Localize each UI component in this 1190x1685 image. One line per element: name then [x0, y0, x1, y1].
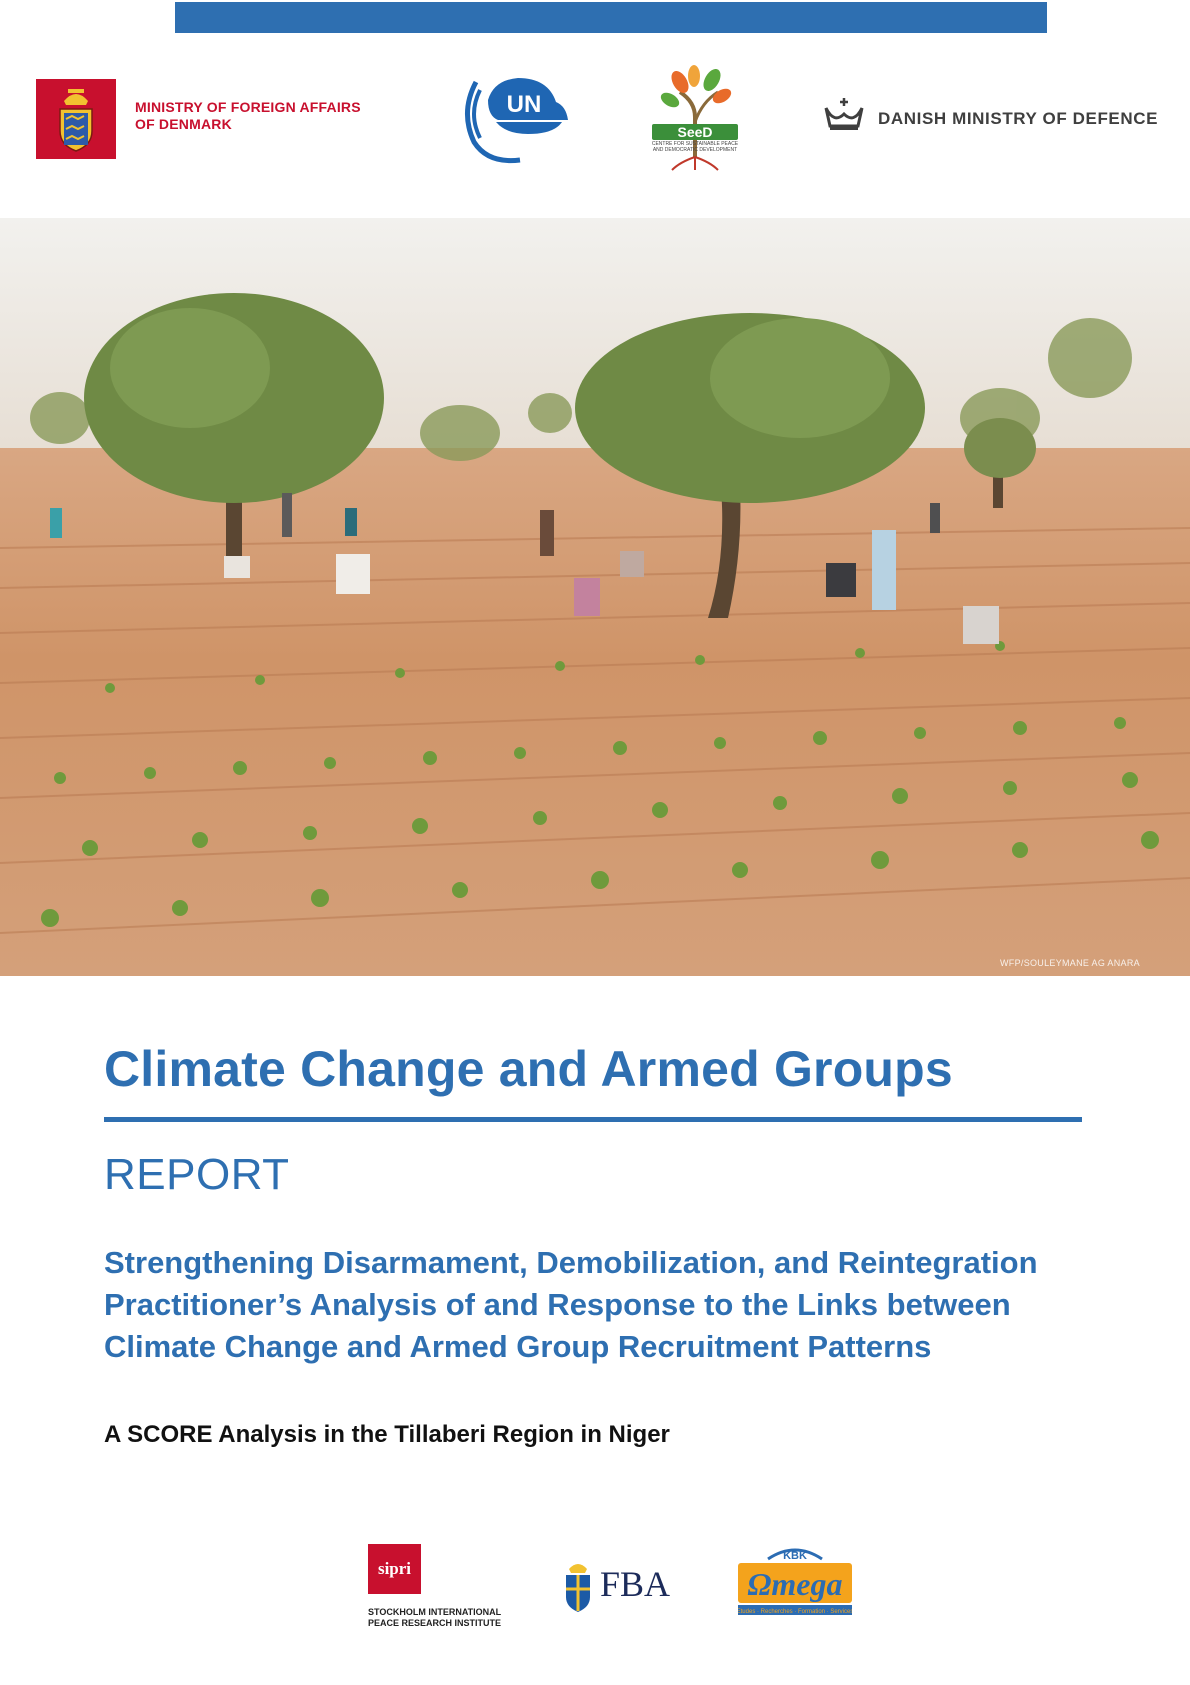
sipri-logo: sipri: [368, 1544, 421, 1594]
omega-tagline: Etudes · Recherches · Formation · Services: [738, 1609, 852, 1615]
un-label: UN: [506, 91, 542, 118]
analysis-tagline: A SCORE Analysis in the Tillaberi Region in Niger: [104, 1421, 670, 1448]
danish-ministry-of-defence-name: DANISH MINISTRY OF DEFENCE: [878, 109, 1159, 128]
danish-coat-of-arms-icon: [36, 79, 116, 159]
report-label: REPORT: [104, 1150, 290, 1199]
seed-subtitle: CENTRE FOR SUSTAINABLE PEACE AND DEMOCRATIC DEVELOPMENT: [651, 141, 739, 153]
title-divider: [104, 1117, 1082, 1122]
mfa-line-1: MINISTRY OF FOREIGN AFFAIRS: [135, 99, 361, 115]
seed-label: SeeD: [652, 124, 738, 140]
sipri-name: [368, 1607, 501, 1629]
omega-top-label: KBK: [783, 1550, 807, 1562]
mfa-denmark-name: [135, 99, 361, 133]
un-logo: [458, 72, 574, 167]
cover-photo-field-workers: [0, 218, 1190, 976]
swedish-crest-icon: [563, 1559, 593, 1613]
photo-credit: WFP/SOULEYMANE AG ANARA: [1000, 958, 1140, 968]
mfa-line-2: OF DENMARK: [135, 116, 232, 132]
sipri-line-2: PEACE RESEARCH INSTITUTE: [368, 1618, 502, 1628]
seed-tree-icon: [650, 62, 740, 172]
top-color-bar: [175, 2, 1047, 33]
report-subtitle: Strengthening Disarmament, Demobilization, and Reintegration Practitioner’s Analysis of and Response to the Links between Climate Change and Armed Group Recruitment Patterns: [104, 1245, 1038, 1364]
crown-icon: [822, 96, 866, 132]
fba-label: FBA: [600, 1564, 671, 1604]
sipri-line-1: STOCKHOLM INTERNATIONAL: [368, 1607, 502, 1617]
omega-logo: [738, 1545, 852, 1617]
report-title: Climate Change and Armed Groups: [104, 1041, 953, 1097]
omega-wordmark: Ωmega: [747, 1566, 843, 1602]
